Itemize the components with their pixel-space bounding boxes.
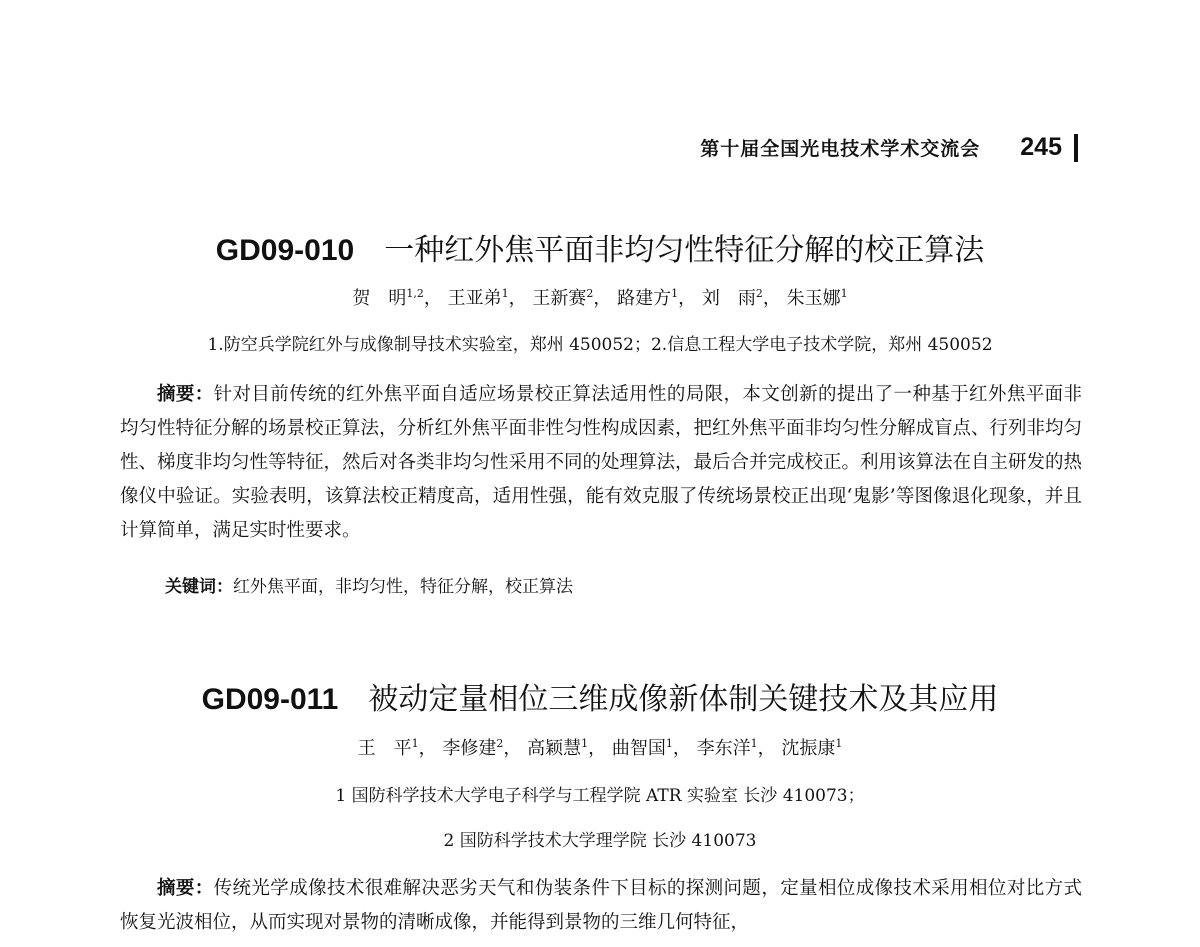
author-sup: 1	[671, 287, 679, 300]
author: 刘 雨	[701, 288, 756, 309]
author-sup: 1	[835, 737, 843, 750]
paper-title	[0, 674, 1200, 718]
keywords-label: 关键词：	[165, 577, 233, 597]
author: 高颖慧	[527, 738, 582, 759]
abstract-label: 摘要：	[157, 878, 214, 899]
author: 沈振康	[781, 738, 836, 759]
abstract-text: 针对目前传统的红外焦平面自适应场景校正算法适用性的局限，本文创新的提出了一种基于红外焦平面非均匀性特征分解的场景校正算法，分析红外焦平面非性匀性构成因素，把红外焦平面非均匀性分解成盲点、行列非均匀性、梯度非均匀性等特征，然后对各类非均匀性采用不同的处理算法，最后合并完成校正。利用该算法在自主研发的热像仪中验证。实验表明，该算法校正精度高，适用性强，能有效克服了传统场景校正出现‘鬼影’等图像退化现象，并且计算简单，满足实时性要求。	[120, 384, 1083, 541]
author: 李东洋	[696, 738, 751, 759]
author: 王亚弟	[447, 288, 502, 309]
author: 朱玉娜	[786, 288, 841, 309]
author-sup: 1	[665, 737, 673, 750]
author: 王新赛	[532, 288, 587, 309]
affiliation-1: 1 国防科学技术大学电子科学与工程学院 ATR 实验室 长沙 410073；	[335, 786, 865, 806]
keywords	[165, 572, 573, 597]
paper-title-text: 被动定量相位三维成像新体制关键技术及其应用	[368, 682, 999, 717]
author: 路建方	[617, 288, 672, 309]
author-sup: 1	[840, 287, 848, 300]
author: 李修建	[442, 738, 497, 759]
conference-name: 第十届全国光电技术学术交流会	[700, 138, 981, 160]
author-sup: 2	[496, 737, 504, 750]
abstract-label: 摘要：	[157, 384, 214, 405]
author-list: 王 平$^1$， 李修建$^2$， 高颖慧$^1$， 曲智国$^1$， 李东洋$^1$， 沈振康$^1$	[357, 737, 843, 759]
author-sup: 1,2	[406, 287, 424, 300]
author: 曲智国	[611, 738, 666, 759]
author-list: 贺 明$^{1,2}$， 王亚弟$^1$， 王新赛$^2$， 路建方$^1$， 刘 雨$^2$， 朱玉娜$^1$	[352, 287, 848, 309]
abstract	[120, 872, 1082, 940]
author: 贺 明	[352, 288, 407, 309]
abstract	[120, 378, 1082, 548]
author: 王 平	[357, 738, 412, 759]
author-sup: 2	[586, 287, 594, 300]
paper-code: GD09-010	[215, 234, 355, 267]
keywords-text: 红外焦平面，非均匀性，特征分解，校正算法	[233, 577, 573, 597]
running-header	[700, 133, 1078, 162]
author-sup: 1	[750, 737, 758, 750]
page-number: 245	[1020, 133, 1062, 161]
affiliation-2: 2 国防科学技术大学理学院 长沙 410073	[443, 831, 757, 851]
author-sup: 1	[411, 737, 419, 750]
paper-code: GD09-011	[201, 683, 339, 716]
affiliation: 1.防空兵学院红外与成像制导技术实验室，郑州 450052；2.信息工程大学电子技术学院，郑州 450052	[207, 335, 993, 355]
abstract-text: 传统光学成像技术很难解决恶劣天气和伪装条件下目标的探测问题，定量相位成像技术采用相位对比方式恢复光波相位，从而实现对景物的清晰成像，并能得到景物的三维几何特征，	[120, 878, 1082, 933]
paper-title	[0, 225, 1200, 269]
author-sup: 2	[755, 287, 763, 300]
paper-title-text: 一种红外焦平面非均匀性特征分解的校正算法	[384, 233, 985, 268]
author-sup: 1	[501, 287, 509, 300]
header-rule	[1074, 134, 1078, 162]
author-sup: 1	[581, 737, 589, 750]
